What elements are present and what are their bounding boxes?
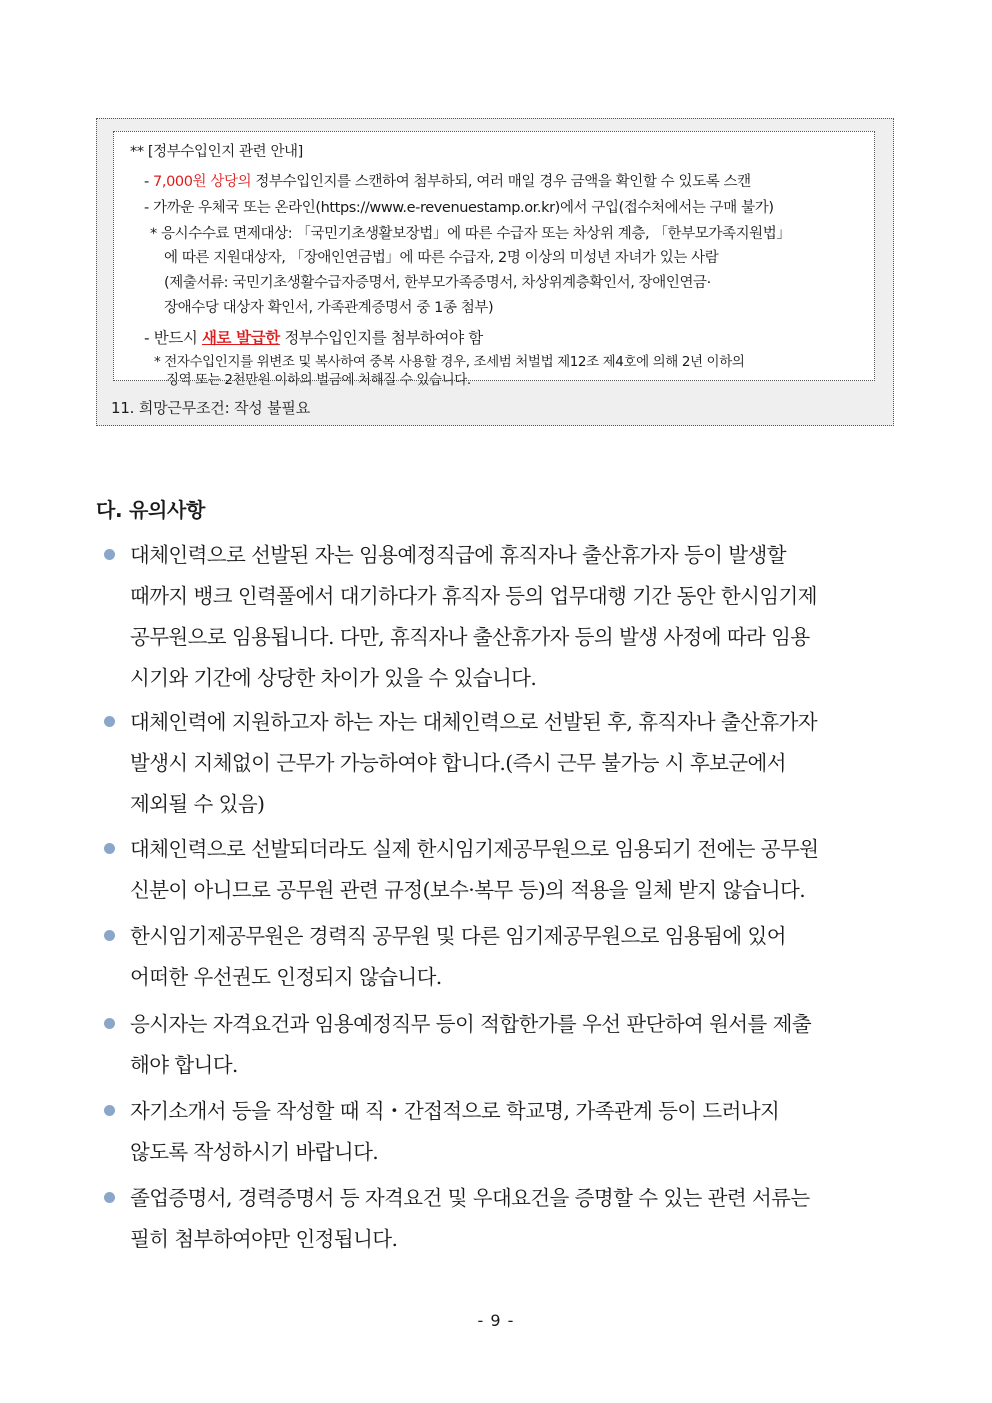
stamp-guide-heading: ** [정부수입인지 관련 안내] <box>130 144 303 160</box>
bullet-icon <box>104 1018 115 1029</box>
note-item: 한시임기제공무원은 경력직 공무원 및 다른 임기제공무원으로 임용됨에 있어 어떠한 우선권도 인정되지 않습니다. <box>104 916 904 998</box>
stamp-amount-highlight: 7,000원 상당의 <box>153 174 252 190</box>
exempt-line-3: (제출서류: 국민기초생활수급자증명서, 한부모가족증명서, 차상위계층확인서, 장애인연금· <box>164 275 711 291</box>
bullet-icon <box>104 930 115 941</box>
penalty-line-2: 징역 또는 2천만원 이하의 벌금에 처해질 수 있습니다. <box>166 372 471 388</box>
bullet-icon <box>104 549 115 560</box>
exempt-line-4: 장애수당 대상자 확인서, 가족관계증명서 중 1종 첨부) <box>164 300 494 316</box>
note-item: 졸업증명서, 경력증명서 등 자격요건 및 우대요건을 증명할 수 있는 관련 서류는 필히 첨부하여야만 인정됩니다. <box>104 1178 904 1260</box>
stamp-guide-inner-box <box>113 131 875 388</box>
note-item: 자기소개서 등을 작성할 때 직・간접적으로 학교명, 가족관계 등이 드러나지 않도록 작성하시기 바랍니다. <box>104 1091 904 1173</box>
page-number: - 9 - <box>477 1311 515 1330</box>
stamp-guide-box <box>96 118 894 426</box>
section-title: 다. 유의사항 <box>96 498 206 522</box>
exempt-line-1: * 응시수수료 면제대상: 「국민기초생활보장법」에 따른 수급자 또는 차상위 계층, 「한부모가족지원법」 <box>150 226 791 242</box>
note-item: 응시자는 자격요건과 임용예정직무 등이 적합한가를 우선 판단하여 원서를 제출 해야 합니다. <box>104 1004 904 1086</box>
stamp-guide-line3: - 반드시 새로 발급한 정부수입인지를 첨부하여야 함 <box>144 329 483 347</box>
penalty-line-1: * 전자수입인지를 위변조 및 복사하여 중복 사용할 경우, 조세범 처벌법 제12조 제4호에 의해 2년 이하의 <box>154 354 745 370</box>
note-item: 대체인력으로 선발되더라도 실제 한시임기제공무원으로 임용되기 전에는 공무원 신분이 아니므로 공무원 관련 규정(보수·복무 등)의 적용을 일체 받지 않습니다. <box>104 829 904 911</box>
note-item: 대체인력에 지원하고자 하는 자는 대체인력으로 선발된 후, 휴직자나 출산휴가자 발생시 지체없이 근무가 가능하여야 합니다.(즉시 근무 불가능 시 후보군에서 제외될 수 있음) <box>104 702 904 825</box>
stamp-guide-line1: - 7,000원 상당의 정부수입인지를 스캔하여 첨부하되, 여러 매일 경우 금액을 확인할 수 있도록 스캔 <box>144 174 751 190</box>
bullet-icon <box>104 1192 115 1203</box>
bullet-icon <box>104 716 115 727</box>
bullet-icon <box>104 1105 115 1116</box>
new-issue-highlight: 새로 발급한 <box>201 329 280 347</box>
exempt-line-2: 에 따른 지원대상자, 「장애인연금법」에 따른 수급자, 2명 이상의 미성년 자녀가 있는 사람 <box>164 250 719 266</box>
stamp-guide-line2: - 가까운 우체국 또는 온라인(https://www.e-revenuestamp.or.kr)에서 구입(접수처에서는 구매 불가) <box>144 200 774 216</box>
desired-work-condition-note: 11. 희망근무조건: 작성 불필요 <box>111 399 311 417</box>
bullet-icon <box>104 843 115 854</box>
note-item: 대체인력으로 선발된 자는 임용예정직급에 휴직자나 출산휴가자 등이 발생할 때까지 뱅크 인력풀에서 대기하다가 휴직자 등의 업무대행 기간 동안 한시임기제 공무원으로 임용됩니다. 다만, 휴직자나 출산휴가자 등의 발생 사정에 따라 임용 시기와 기간에 상당한 차이가 있을 수 있습니다. <box>104 535 904 699</box>
